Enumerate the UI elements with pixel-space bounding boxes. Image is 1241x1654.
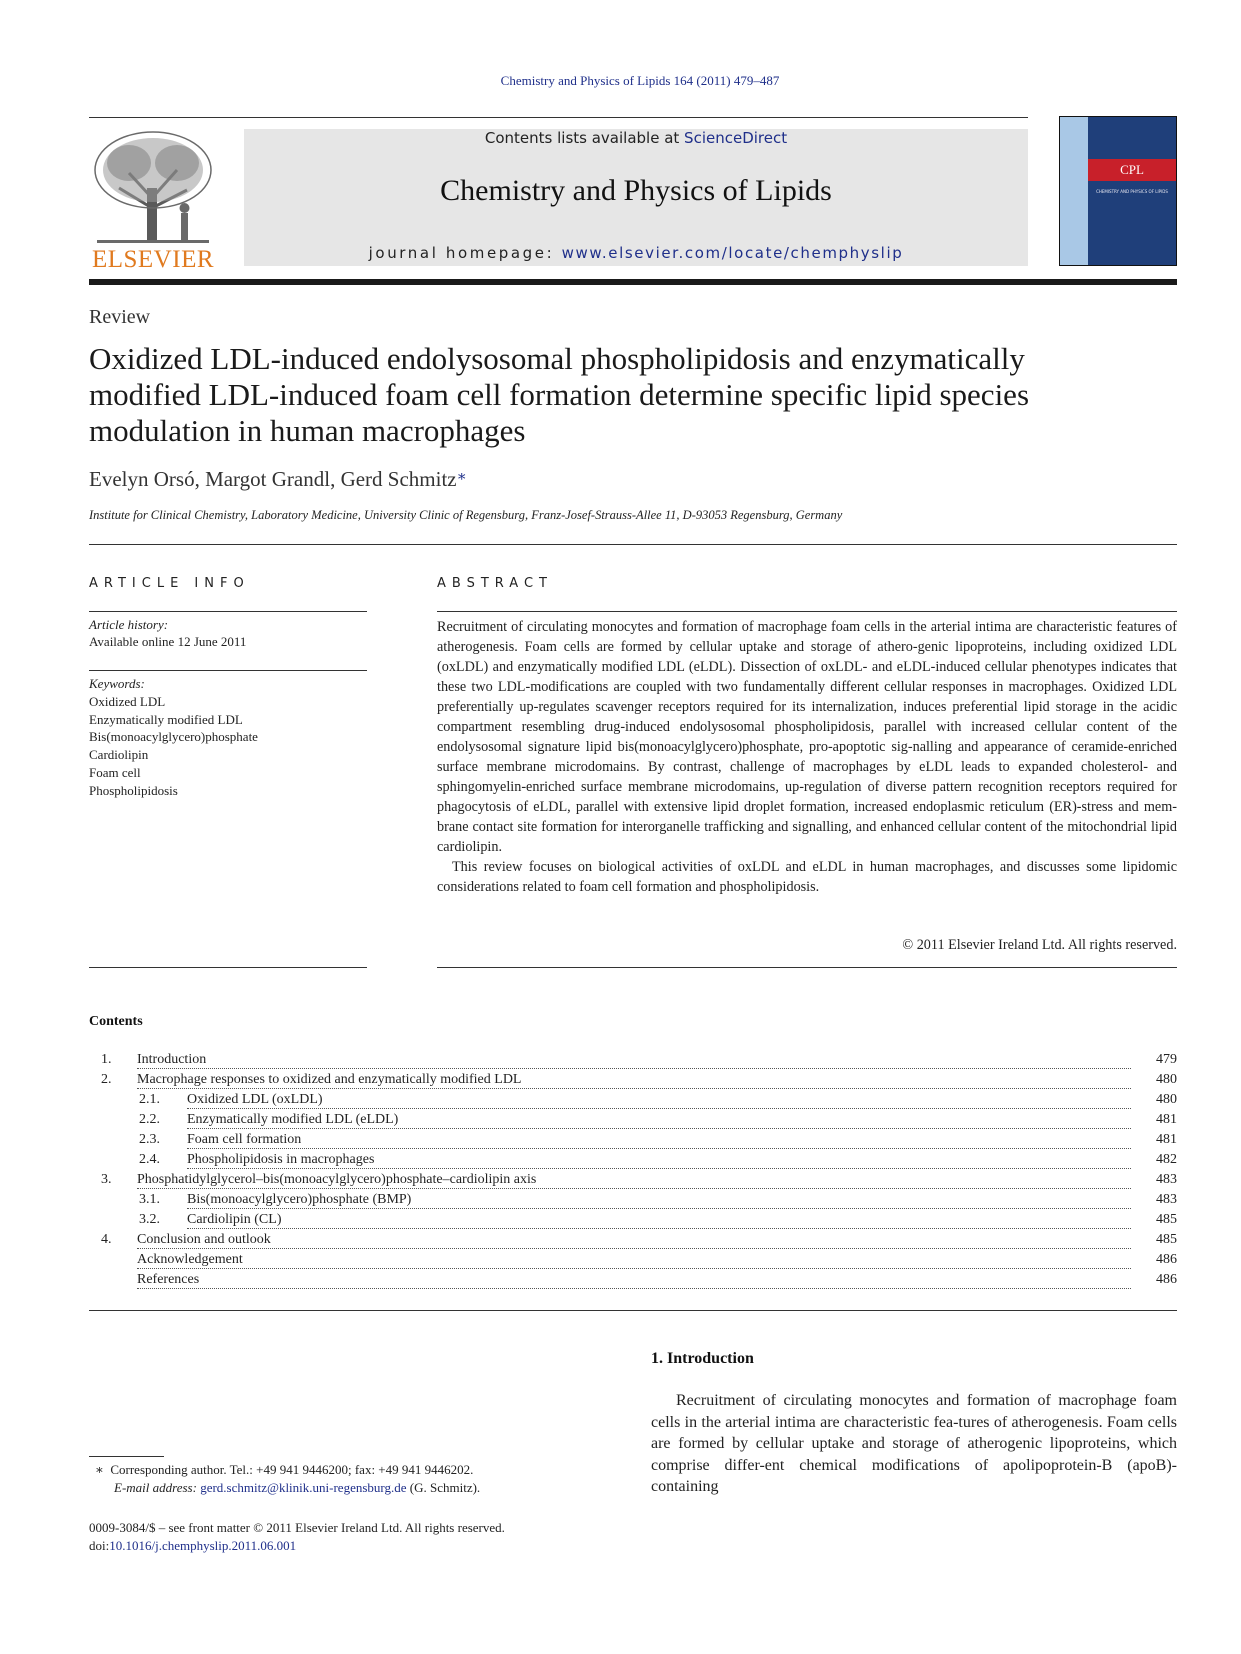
journal-homepage-link[interactable]: www.elsevier.com/locate/chemphyslip <box>561 244 904 262</box>
corresponding-author-footnote <box>95 1462 473 1478</box>
doi-prefix: doi: <box>89 1538 110 1553</box>
abstract-bottom-rule <box>437 967 1177 968</box>
toc-entry-title <box>187 1132 303 1148</box>
article-title-line: modulation in human macrophages <box>89 413 526 448</box>
toc-entry[interactable] <box>89 1052 1177 1072</box>
footnote-mark: ∗ <box>95 1462 104 1477</box>
toc-entry-number: 4. <box>101 1232 112 1247</box>
contents-available-prefix: Contents lists available at <box>484 129 685 147</box>
toc-leader-dots <box>187 1212 1131 1229</box>
article-title <box>89 341 1179 449</box>
toc-entry-title <box>137 1272 201 1288</box>
journal-cover-thumbnail <box>1059 116 1177 266</box>
toc-entry-number: 2.3. <box>139 1132 160 1147</box>
article-info-bottom-rule <box>89 967 367 968</box>
contents-heading: Contents <box>89 1014 143 1029</box>
toc-entry-title-text: Enzymatically modified LDL (eLDL) <box>187 1112 399 1127</box>
toc-entry-page: 483 <box>1156 1172 1177 1187</box>
abstract-copyright: © 2011 Elsevier Ireland Ltd. All rights reserved. <box>902 937 1177 953</box>
toc-entry-title-text: Introduction <box>137 1052 207 1067</box>
toc-leader-dots <box>137 1052 1131 1069</box>
email-footnote <box>114 1480 480 1496</box>
toc-entry-title <box>187 1092 325 1108</box>
toc-leader-dots <box>137 1272 1131 1289</box>
toc-entry[interactable] <box>89 1192 1177 1212</box>
keyword-item: Phospholipidosis <box>89 782 178 798</box>
abstract-paragraph: Recruitment of circulating monocytes and formation of macrophage foam cells in the arterial intima are characteristic features of atherogenesis. Foam cells are formed by cellular uptake and storage of athero-genic lipoproteins, including oxidized LDL (oxLDL) and enzymatically modified LDL (eLDL). Dissection of oxLDL- and eLDL-induced cellular phenotypes indicates that these two LDL-modifications are coupled with two fundamentally different cellular responses in macrophages. Oxidized LDL preferentially up-regulates scavenger receptors required for its internalization, induces preferential lipid storage in the acidic compartment resembling drug-induced endolysosomal phospholipidosis, parallel with increased cellular content of the endolysosomal signature lipid bis(monoacylglycero)phosphate, pro-apoptotic sig-nalling and appearance of ceramide-enriched surface membrane microdomains. By contrast, challenge of macrophages by eLDL leads to expanded cholesterol- and sphingomyelin-enriched surface membrane microdomains, up-regulation of diverse pattern recognition receptors required for phagocytosis of eLDL, parallel with extensive lipid droplet formation, increased endoplasmic reticulum (ER)-stress and mem-brane contact site formation for interorganelle trafficking and signalling, and enhanced cellular content of the mitochondrial lipid cardiolipin. <box>437 619 1177 855</box>
toc-entry-title <box>137 1172 538 1188</box>
toc-entry-page: 481 <box>1156 1112 1177 1127</box>
article-info-rule <box>89 611 367 612</box>
abstract-body <box>437 617 1177 897</box>
toc-entry-title <box>187 1112 400 1128</box>
sciencedirect-link[interactable]: ScienceDirect <box>684 129 788 147</box>
cover-strip <box>1060 117 1088 265</box>
affiliation: Institute for Clinical Chemistry, Laboratory Medicine, University Clinic of Regensburg, Franz-Josef-Strauss-Allee 11, D-93053 Regensburg, Germany <box>89 508 843 522</box>
affiliation-rule <box>89 544 1177 545</box>
abstract-paragraph: This review focuses on biological activities of oxLDL and eLDL in human macrophages, and discusses some lipidomic considerations related to foam cell formation and phospholipidosis. <box>437 859 1177 895</box>
toc-entry-page: 479 <box>1156 1052 1177 1067</box>
toc-entry[interactable] <box>89 1072 1177 1092</box>
journal-citation[interactable]: Chemistry and Physics of Lipids 164 (2011) 479–487 <box>500 73 780 88</box>
toc-entry-title <box>187 1192 413 1208</box>
abstract-heading: ABSTRACT <box>437 576 553 591</box>
toc-leader-dots <box>137 1252 1131 1269</box>
keyword-item: Enzymatically modified LDL <box>89 711 243 727</box>
journal-title: Chemistry and Physics of Lipids <box>440 174 832 207</box>
toc-entry[interactable] <box>89 1212 1177 1232</box>
toc-entry-number: 1. <box>101 1052 112 1067</box>
doi-line <box>89 1538 296 1554</box>
toc-entry-title-text: Phosphatidylglycerol–bis(monoacylglycero)phosphate–cardiolipin axis <box>137 1172 537 1187</box>
toc-entry[interactable] <box>89 1112 1177 1132</box>
keywords-label: Keywords: <box>89 676 145 691</box>
toc-entry-title-text: References <box>137 1272 200 1287</box>
toc-entry-page: 483 <box>1156 1192 1177 1207</box>
homepage-prefix: journal homepage: <box>368 244 562 262</box>
author-list <box>89 467 467 492</box>
toc-leader-dots <box>187 1132 1131 1149</box>
toc-entry-page: 485 <box>1156 1232 1177 1247</box>
article-history-value: Available online 12 June 2011 <box>89 634 247 649</box>
footnote-rule <box>89 1456 164 1457</box>
toc-entry[interactable] <box>89 1272 1177 1292</box>
toc-entry-number: 3. <box>101 1172 112 1187</box>
introduction-heading: 1. Introduction <box>651 1350 754 1367</box>
toc-entry-title-text: Foam cell formation <box>187 1132 302 1147</box>
article-info-heading: ARTICLE INFO <box>89 576 250 591</box>
toc-entry-title <box>187 1212 284 1228</box>
publisher-name: ELSEVIER <box>91 246 215 273</box>
front-matter-line: 0009-3084/$ – see front matter © 2011 Elsevier Ireland Ltd. All rights reserved. <box>89 1520 505 1535</box>
toc-entry[interactable] <box>89 1232 1177 1252</box>
email-label: E-mail address: <box>114 1480 201 1495</box>
toc-entry-title <box>137 1072 524 1088</box>
toc-entry-number: 2.4. <box>139 1152 160 1167</box>
toc-entry-page: 482 <box>1156 1152 1177 1167</box>
article-title-line: Oxidized LDL-induced endolysosomal phospholipidosis and enzymatically <box>89 341 1025 376</box>
journal-homepage-line <box>244 244 1028 262</box>
toc-leader-dots <box>187 1092 1131 1109</box>
keyword-item: Cardiolipin <box>89 747 149 763</box>
toc-entry-number: 3.2. <box>139 1212 160 1227</box>
toc-entry-number: 2. <box>101 1072 112 1087</box>
toc-entry-page: 486 <box>1156 1272 1177 1287</box>
cover-badge: CPL <box>1088 159 1176 181</box>
toc-entry-page: 486 <box>1156 1252 1177 1267</box>
toc-entry-page: 481 <box>1156 1132 1177 1147</box>
toc-entry[interactable] <box>89 1172 1177 1192</box>
toc-entry[interactable] <box>89 1152 1177 1172</box>
toc-entry-title-text: Cardiolipin (CL) <box>187 1212 282 1227</box>
contents-available-line <box>244 129 1028 147</box>
toc-entry-title-text: Conclusion and outlook <box>137 1232 271 1247</box>
toc-entry-title-text: Oxidized LDL (oxLDL) <box>187 1092 323 1107</box>
toc-entry-number: 2.2. <box>139 1112 160 1127</box>
toc-entry-title-text: Acknowledgement <box>137 1252 243 1267</box>
toc-entry[interactable] <box>89 1092 1177 1112</box>
keywords-rule <box>89 670 367 671</box>
toc-entry[interactable] <box>89 1252 1177 1272</box>
abstract-top-rule <box>437 611 1177 612</box>
toc-entry-title <box>137 1252 245 1268</box>
toc-entry-title <box>137 1232 273 1248</box>
toc-entry-number: 3.1. <box>139 1192 160 1207</box>
doi-link[interactable]: 10.1016/j.chemphyslip.2011.06.001 <box>109 1538 297 1553</box>
introduction-text: Recruitment of circulating monocytes and formation of macrophage foam cells in the arterial intima are characteristic fea-tures of atherogenesis. Foam cells are formed by cellular uptake and storage of atherogenic lipoproteins, which comprise differ-ent chemical modifications of apolipoprotein-B (apoB)-containing <box>651 1392 1177 1495</box>
article-type: Review <box>89 306 151 328</box>
email-link[interactable]: gerd.schmitz@klinik.uni-regensburg.de <box>200 1480 407 1495</box>
toc-entry-title-text: Macrophage responses to oxidized and enzymatically modified LDL <box>137 1072 522 1087</box>
keyword-item: Foam cell <box>89 764 141 780</box>
toc-entry-page: 480 <box>1156 1092 1177 1107</box>
toc-entry-page: 485 <box>1156 1212 1177 1227</box>
contents-bottom-rule <box>89 1310 1177 1311</box>
email-suffix: (G. Schmitz). <box>406 1480 481 1495</box>
keyword-item: Oxidized LDL <box>89 694 166 709</box>
cover-subtitle: CHEMISTRY AND PHYSICS OF LIPIDS <box>1096 189 1168 194</box>
article-title-line: modified LDL-induced foam cell formation determine specific lipid species <box>89 377 1030 412</box>
toc-entry-title <box>187 1152 376 1168</box>
toc-entry-title <box>137 1052 208 1068</box>
toc-entry-title-text: Bis(monoacylglycero)phosphate (BMP) <box>187 1192 412 1207</box>
toc-entry-page: 480 <box>1156 1072 1177 1087</box>
toc-leader-dots <box>137 1232 1131 1249</box>
authors-text: Evelyn Orsó, Margot Grandl, Gerd Schmitz <box>89 467 457 491</box>
header-thick-rule <box>89 279 1177 285</box>
header-rule <box>89 117 1028 118</box>
article-history-label: Article history: <box>89 617 169 632</box>
toc-entry[interactable] <box>89 1132 1177 1152</box>
toc-entry-number: 2.1. <box>139 1092 160 1107</box>
keywords-list <box>89 693 258 799</box>
keyword-item: Bis(monoacylglycero)phosphate <box>89 729 258 745</box>
corresponding-author-text: Corresponding author. Tel.: +49 941 9446200; fax: +49 941 9446202. <box>110 1462 474 1477</box>
toc-entry-title-text: Phospholipidosis in macrophages <box>187 1152 375 1167</box>
corresponding-author-mark[interactable]: ∗ <box>456 469 467 485</box>
